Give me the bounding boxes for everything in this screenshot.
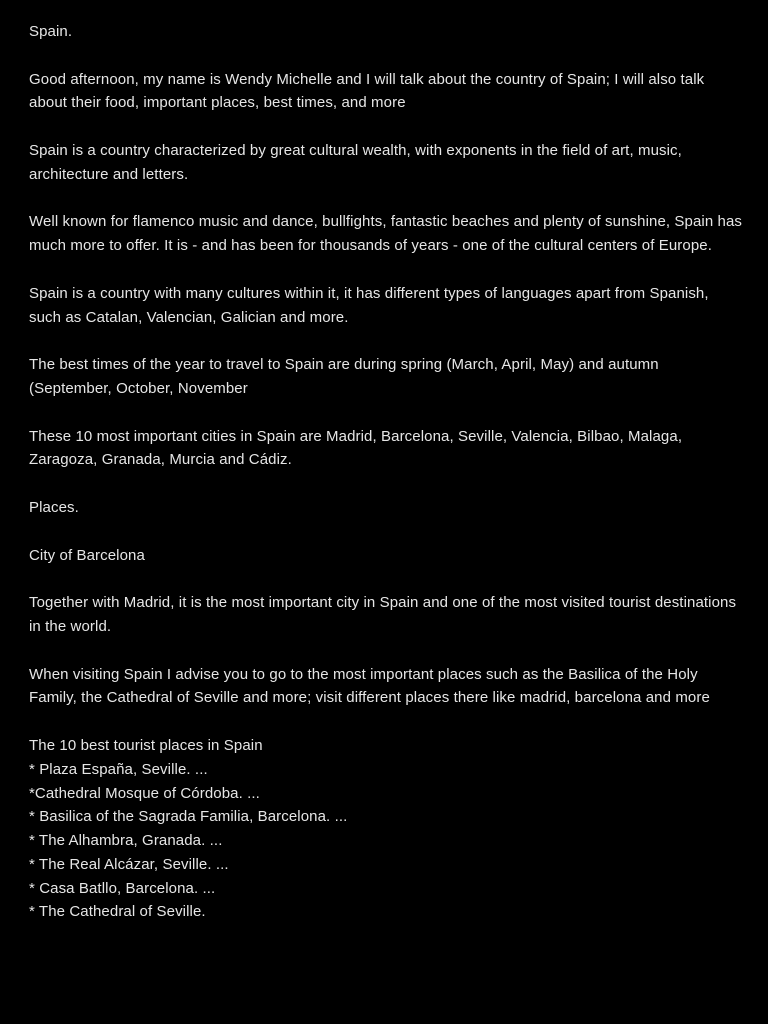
paragraph-cities: These 10 most important cities in Spain are Madrid, Barcelona, Seville, Valencia, Bilbao, Malaga, Zaragoza, Granada, Murcia and Cádiz. <box>29 427 683 469</box>
tourist-places-list <box>29 734 744 924</box>
paragraph-barcelona: Together with Madrid, it is the most important city in Spain and one of the most visited tourist destinations in the world. <box>29 594 737 635</box>
paragraph-intro: Good afternoon, my name is Wendy Michelle and I will talk about the country of Spain; I will also talk about their food, important places, best times, and more <box>29 70 705 112</box>
list-item: * Basilica of the Sagrada Familia, Barcelona. ... <box>29 808 348 826</box>
list-item: * Casa Batllo, Barcelona. ... <box>29 879 216 897</box>
paragraph-culture: Spain is a country characterized by great cultural wealth, with exponents in the field of art, music, architecture and letters. <box>29 141 682 183</box>
list-item: * The Alhambra, Granada. ... <box>29 832 223 850</box>
paragraph-languages: Spain is a country with many cultures within it, it has different types of languages apart from Spanish, such as Catalan, Valencian, Galician and more. <box>29 284 709 326</box>
heading-barcelona: City of Barcelona <box>29 546 145 564</box>
paragraph-best-times: The best times of the year to travel to Spain are during spring (March, April, May) and autumn (September, October, November <box>29 356 659 397</box>
list-heading: The 10 best tourist places in Spain <box>29 736 263 754</box>
list-item: *Cathedral Mosque of Córdoba. ... <box>29 784 260 802</box>
note-title: Spain. <box>29 23 73 40</box>
list-item: * The Cathedral of Seville. <box>29 903 206 921</box>
list-item: * Plaza España, Seville. ... <box>29 760 208 778</box>
paragraph-flamenco: Well known for flamenco music and dance, bullfights, fantastic beaches and plenty of sunshine, Spain has much more to offer. It is - and has been for thousands of years - one of the cultural centers of Europe. <box>29 213 743 255</box>
paragraph-advice: When visiting Spain I advise you to go to the most important places such as the Basilica of the Holy Family, the Cathedral of Seville and more; visit different places there like madrid, barcelona and more <box>29 665 710 707</box>
list-item: * The Real Alcázar, Seville. ... <box>29 855 229 873</box>
heading-places: Places. <box>29 498 79 516</box>
note-text-area[interactable] <box>29 20 744 924</box>
